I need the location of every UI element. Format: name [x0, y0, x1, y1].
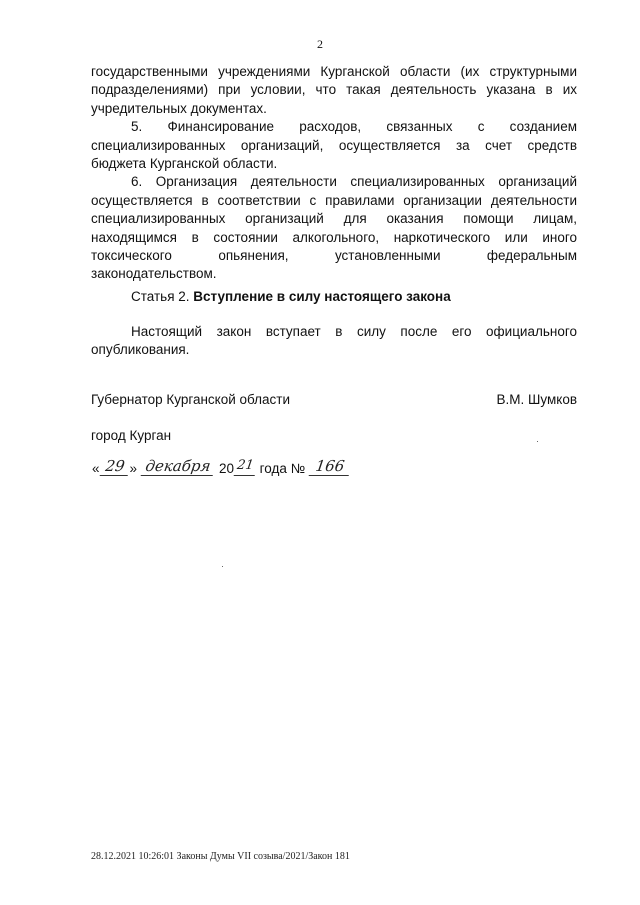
footer-stamp: 28.12.2021 10:26:01 Законы Думы VII созыва/2021/Закон 181 — [91, 851, 350, 862]
article-heading — [131, 289, 577, 304]
paragraph-5: 5. Финансирование расходов, связанных с созданием специализированных организаций, осуществляется за счет средств бюджета Курганской области. — [91, 119, 577, 172]
open-quote: « — [92, 461, 100, 476]
city-line: город Курган — [91, 428, 172, 443]
article-label: Статья 2. — [131, 289, 190, 304]
handwritten-day: 29 — [99, 457, 130, 476]
signature-block — [91, 392, 577, 407]
handwritten-year-suffix: 21 — [234, 457, 257, 476]
law-body-text — [91, 63, 577, 284]
article-title: Вступление в силу настоящего закона — [193, 289, 451, 304]
handwritten-law-number: 166 — [309, 457, 352, 476]
signatory-name: В.М. Шумков — [496, 392, 577, 407]
close-quote: » — [129, 461, 138, 476]
enactment-paragraph: Настоящий закон вступает в силу после его официального опубликования. — [91, 324, 577, 358]
scan-speck — [537, 441, 538, 442]
date-and-number-line — [91, 457, 350, 476]
signatory-position: Губернатор Курганской области — [91, 392, 291, 407]
year-word-and-number-sign: года № — [259, 461, 306, 476]
handwritten-month: декабря — [141, 457, 216, 476]
page-number: 2 — [317, 37, 323, 51]
scan-speck — [222, 566, 223, 567]
paragraph-continuation: государственными учреждениями Курганской области (их структурными подразделениями) при условии, что такая деятельность указана в их учредительных документах. — [91, 64, 577, 116]
year-prefix: 20 — [219, 461, 235, 476]
paragraph-6: 6. Организация деятельности специализированных организаций осуществляется в соответствии с правилами организации деятельности специализированных организаций для оказания помощи лицам, находящимся в состоянии алкогольного, наркотического или иного токсического опьянения, установленными федеральным законодательством. — [91, 174, 577, 282]
